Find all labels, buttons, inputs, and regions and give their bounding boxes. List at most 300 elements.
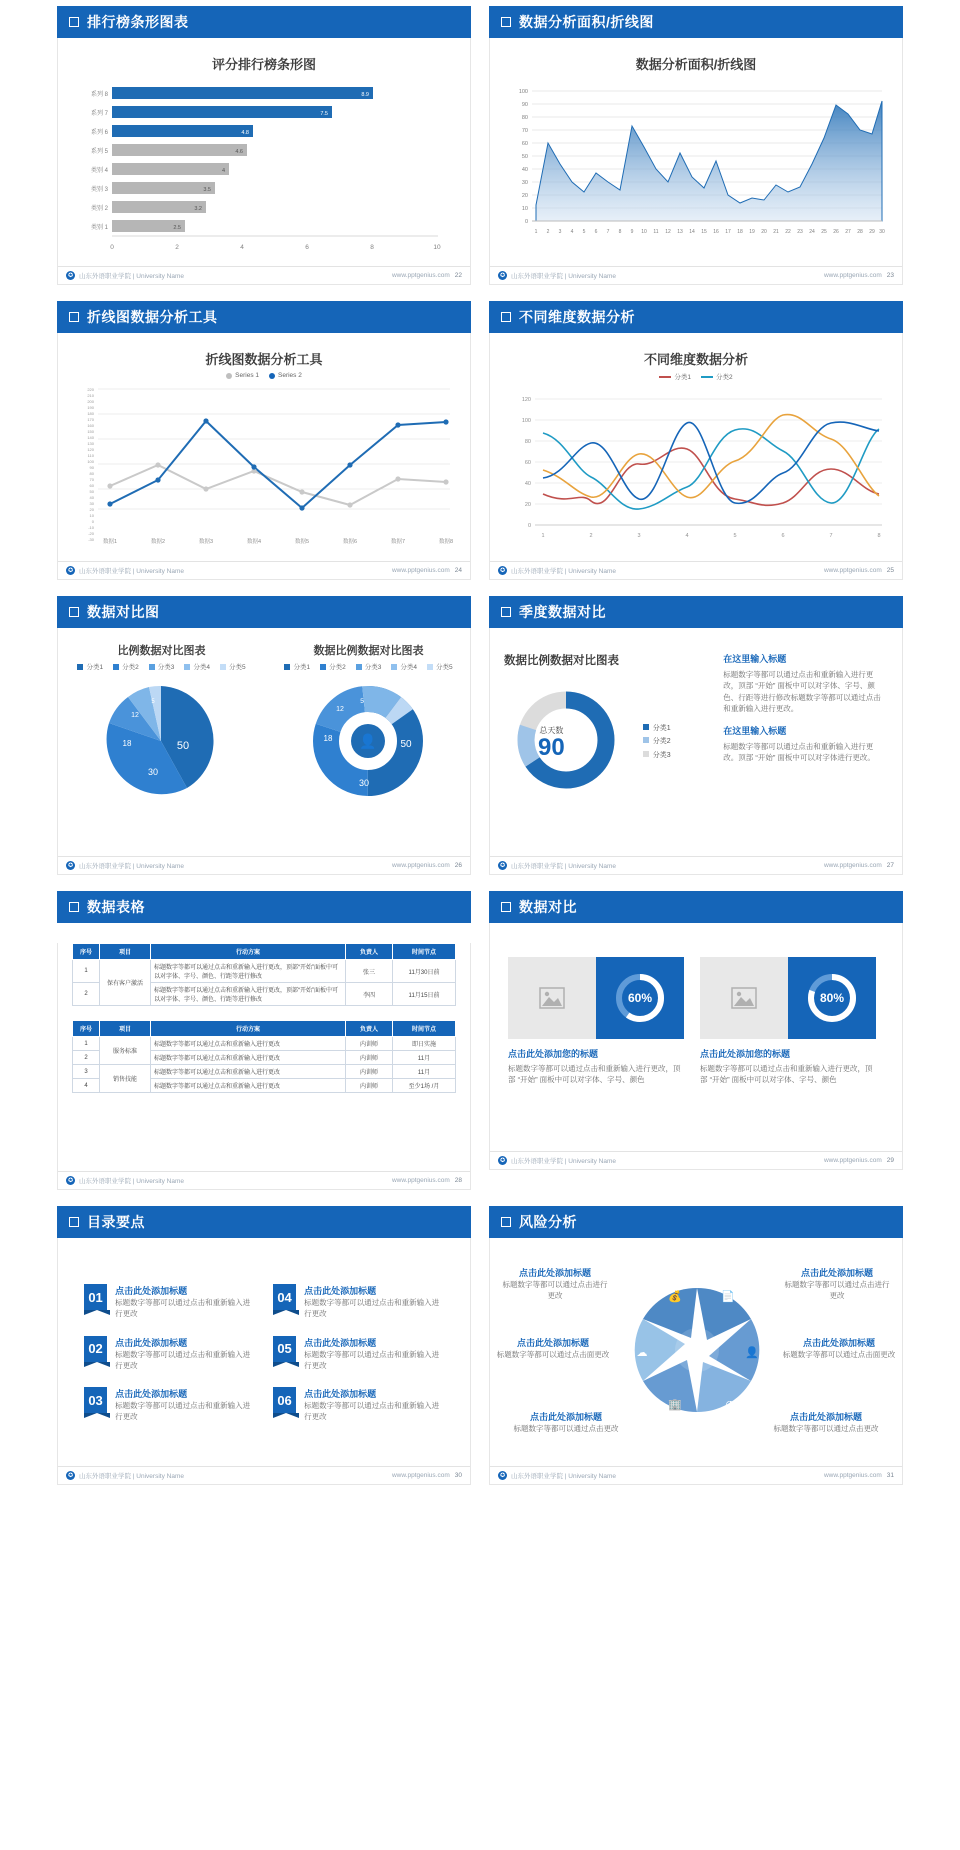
svg-text:9: 9 <box>630 229 634 235</box>
table-header-row <box>73 1021 456 1037</box>
donut-center-label: 总天数 <box>539 725 564 735</box>
slide-footer <box>58 266 470 284</box>
toc-item[interactable] <box>273 1284 444 1320</box>
legend-swatch <box>643 724 649 730</box>
slide-body <box>489 923 903 1170</box>
risk-item[interactable] <box>496 1336 610 1360</box>
slide-multi-dim <box>489 301 903 580</box>
toc-item[interactable] <box>84 1284 255 1320</box>
slide-line-tool <box>57 301 471 580</box>
slide-footer <box>58 856 470 874</box>
svg-text:25: 25 <box>821 229 827 235</box>
slide-header-title: 风险分析 <box>519 1214 577 1230</box>
svg-text:6: 6 <box>305 244 309 251</box>
svg-text:7: 7 <box>606 229 610 235</box>
legend-item-5 <box>427 662 453 671</box>
square-icon <box>501 1217 511 1227</box>
toc-title: 点击此处添加标题 <box>304 1286 377 1296</box>
slide-header <box>57 301 471 333</box>
footer-left <box>66 271 184 280</box>
svg-text:200: 200 <box>87 399 94 405</box>
legend-item-2 <box>643 735 671 748</box>
compare-card <box>700 957 876 1086</box>
svg-text:4: 4 <box>570 229 574 235</box>
progress-ring <box>804 970 860 1026</box>
svg-text:40: 40 <box>89 495 94 501</box>
donut-chart <box>265 671 472 811</box>
footer-right <box>824 1472 894 1479</box>
cell: 1 <box>73 960 100 983</box>
legend-item-cat2 <box>701 372 733 381</box>
svg-text:-30: -30 <box>88 537 94 543</box>
footer-site: www.pptgenius.com <box>823 1472 882 1479</box>
legend-label: 分类2 <box>122 664 139 671</box>
svg-text:数据5: 数据5 <box>294 539 310 546</box>
slide-header <box>489 301 903 333</box>
svg-text:数据1: 数据1 <box>102 539 118 546</box>
toc-title: 点击此处添加标题 <box>115 1337 188 1348</box>
legend-label: 分类1 <box>674 374 691 381</box>
svg-text:12: 12 <box>665 229 671 235</box>
slide-header <box>57 596 471 628</box>
svg-text:17: 17 <box>725 229 731 235</box>
square-icon <box>69 607 79 617</box>
cell: 标题数字等都可以通过点击和重新输入进行更改 <box>151 1037 346 1051</box>
footer-right <box>824 1157 894 1164</box>
slide-header-title: 数据对比 <box>519 899 577 915</box>
footer-org: 山东外语职业学院 | University Name <box>511 863 616 870</box>
svg-text:180: 180 <box>87 411 94 417</box>
svg-text:70: 70 <box>521 128 528 134</box>
legend-item-3 <box>356 662 382 671</box>
slide-header <box>489 891 903 923</box>
legend-swatch <box>149 664 155 670</box>
cell: 3 <box>73 1065 100 1079</box>
page-number: 23 <box>886 272 894 279</box>
svg-text:100: 100 <box>521 418 531 424</box>
footer-site: www.pptgenius.com <box>391 862 450 869</box>
legend-item-2 <box>113 662 139 671</box>
footer-left <box>498 1471 616 1480</box>
slide-body <box>57 628 471 875</box>
compare-card <box>508 957 684 1086</box>
footer-site: www.pptgenius.com <box>823 862 882 869</box>
percent-value: 80% <box>819 991 845 1005</box>
legend-swatch <box>184 664 190 670</box>
cell: 4 <box>73 1079 100 1093</box>
chart-legend <box>490 372 902 381</box>
svg-text:220: 220 <box>87 387 94 393</box>
cell: 张三 <box>346 960 393 983</box>
svg-text:1: 1 <box>541 533 545 539</box>
slide-header <box>489 596 903 628</box>
svg-text:80: 80 <box>524 439 531 445</box>
square-icon <box>501 607 511 617</box>
slide-table <box>57 891 471 1190</box>
svg-text:13: 13 <box>677 229 683 235</box>
slide-quarter <box>489 596 903 875</box>
page-number: 24 <box>454 567 462 574</box>
svg-text:60: 60 <box>521 141 528 147</box>
risk-body: 标题数字等都可以通过点击进行更改 <box>784 1280 890 1301</box>
risk-item[interactable] <box>506 1410 626 1434</box>
donut-chart <box>504 682 634 802</box>
cell: 保有客户激活 <box>100 960 151 1006</box>
svg-text:20: 20 <box>521 193 528 199</box>
card-title: 点击此处添加您的标题 <box>508 1049 599 1059</box>
svg-text:5: 5 <box>360 698 364 705</box>
svg-text:70: 70 <box>89 477 94 483</box>
toc-item[interactable] <box>273 1336 444 1372</box>
slide-data-compare <box>489 891 903 1190</box>
legend-item-1 <box>77 662 103 671</box>
svg-text:18: 18 <box>122 739 132 748</box>
svg-text:10: 10 <box>641 229 647 235</box>
slide-body <box>489 628 903 875</box>
svg-text:120: 120 <box>87 447 94 453</box>
table-header-row <box>73 944 456 960</box>
legend-label: 分类3 <box>652 751 671 759</box>
toc-title: 点击此处添加标题 <box>304 1389 377 1399</box>
risk-body: 标题数字等都可以通过点击进行更改 <box>502 1280 608 1301</box>
legend-item-3 <box>643 749 671 762</box>
slide-area-line <box>489 6 903 285</box>
svg-text:6: 6 <box>781 533 785 539</box>
svg-text:40: 40 <box>521 167 528 173</box>
cell: 11月 <box>393 1051 456 1065</box>
svg-text:100: 100 <box>87 459 94 465</box>
logo-icon: ✪ <box>499 1158 506 1164</box>
svg-text:3: 3 <box>558 229 562 235</box>
toc-item[interactable] <box>273 1387 444 1423</box>
svg-text:160: 160 <box>87 423 94 429</box>
risk-item[interactable] <box>766 1410 886 1434</box>
svg-text:3.2: 3.2 <box>194 206 202 212</box>
slide-header-title: 排行榜条形图表 <box>87 14 189 30</box>
legend-label: 分类3 <box>157 664 175 671</box>
legend-swatch <box>113 664 119 670</box>
svg-text:5: 5 <box>151 699 155 705</box>
legend-label: 分类4 <box>400 664 417 671</box>
toc-title: 点击此处添加标题 <box>115 1389 188 1399</box>
risk-title: 点击此处添加标题 <box>789 1412 862 1422</box>
card-body: 标题数字等都可以通过点击和重新输入进行更改，顶部 “开始” 面板中可以对字体、字号、颜色 <box>508 1064 681 1085</box>
donut-panel <box>504 652 717 802</box>
table-row <box>73 1037 456 1051</box>
legend-label: 分类1 <box>293 664 311 671</box>
legend-swatch <box>226 373 232 379</box>
card-body: 标题数字等都可以通过点击和重新输入进行更改，顶部 “开始” 面板中可以对字体、字号、颜色 <box>700 1064 873 1085</box>
toc-number: 05 <box>273 1336 296 1362</box>
risk-title: 点击此处添加标题 <box>529 1412 602 1422</box>
svg-text:0: 0 <box>91 519 94 525</box>
block-body: 标题数字等都可以通过点击和重新输入进行更改。顶部 “开始” 面板中可以对字体进行更改。 <box>723 742 875 763</box>
logo-icon: ✪ <box>499 1473 506 1479</box>
legend-swatch <box>391 664 397 670</box>
footer-org: 山东外语职业学院 | University Name <box>511 1473 616 1480</box>
legend-swatch <box>220 664 226 670</box>
toc-body: 标题数字等都可以通过点击和重新输入进行更改 <box>115 1349 251 1370</box>
logo-icon: ✪ <box>67 1178 74 1184</box>
toc-title: 点击此处添加标题 <box>304 1337 377 1348</box>
logo-icon: ✪ <box>67 273 74 279</box>
chart-legend <box>58 372 470 379</box>
document-icon: 📄 <box>721 1290 735 1303</box>
svg-text:5: 5 <box>733 533 737 539</box>
cell: 2 <box>73 1051 100 1065</box>
svg-text:3.5: 3.5 <box>203 187 211 193</box>
cell: 11月 <box>393 1065 456 1079</box>
slide-body <box>57 38 471 285</box>
svg-text:数据7: 数据7 <box>390 539 406 546</box>
legend-item-4 <box>391 662 417 671</box>
slide-risk <box>489 1206 903 1485</box>
svg-text:7.5: 7.5 <box>320 111 328 117</box>
toc-item[interactable] <box>84 1387 255 1423</box>
slide-toc <box>57 1206 471 1485</box>
footer-org: 山东外语职业学院 | University Name <box>79 1473 184 1480</box>
svg-text:10: 10 <box>521 206 528 212</box>
legend-label: Series 1 <box>235 372 259 379</box>
footer-right <box>824 567 894 574</box>
slide-footer <box>58 1171 470 1189</box>
cell: 李四 <box>346 983 393 1006</box>
svg-text:50: 50 <box>521 154 528 160</box>
footer-site: www.pptgenius.com <box>823 272 882 279</box>
cell: 内训师 <box>346 1065 393 1079</box>
svg-text:类别 3: 类别 3 <box>90 187 108 193</box>
footer-org: 山东外语职业学院 | University Name <box>511 273 616 280</box>
svg-text:110: 110 <box>87 453 94 459</box>
logo-icon: ✪ <box>67 568 74 574</box>
slide-header-title: 数据对比图 <box>87 604 160 620</box>
svg-text:90: 90 <box>89 465 94 471</box>
page-number: 31 <box>886 1472 894 1479</box>
slide-body <box>489 38 903 285</box>
page-number: 25 <box>886 567 894 574</box>
svg-text:190: 190 <box>87 405 94 411</box>
svg-text:类别 1: 类别 1 <box>90 225 108 231</box>
chart-title: 折线图数据分析工具 <box>205 352 323 367</box>
cell: 服务标准 <box>100 1037 151 1065</box>
percent-ring <box>788 957 876 1039</box>
footer-org: 山东外语职业学院 | University Name <box>79 273 184 280</box>
legend-swatch <box>284 664 290 670</box>
footer-right <box>392 1177 462 1184</box>
svg-text:50: 50 <box>400 739 412 750</box>
col-header: 序号 <box>73 944 100 960</box>
footer-right <box>392 1472 462 1479</box>
risk-body: 标题数字等都可以通过点击更改 <box>773 1424 879 1433</box>
legend-item-series2 <box>269 372 302 379</box>
col-header: 项目 <box>100 944 151 960</box>
square-icon <box>501 17 511 27</box>
footer-site: www.pptgenius.com <box>391 567 450 574</box>
legend-item-2 <box>320 662 346 671</box>
svg-text:140: 140 <box>87 435 94 441</box>
svg-text:0: 0 <box>110 244 114 251</box>
svg-text:7: 7 <box>829 533 833 539</box>
svg-text:29: 29 <box>869 229 875 235</box>
cell: 11月15日前 <box>393 983 456 1006</box>
toc-item[interactable] <box>84 1336 255 1372</box>
svg-text:系列 8: 系列 8 <box>90 92 108 98</box>
svg-text:11: 11 <box>653 229 659 235</box>
svg-text:4: 4 <box>221 168 225 174</box>
footer-right <box>824 862 894 869</box>
svg-text:👤: 👤 <box>359 733 377 749</box>
legend-item-1 <box>643 722 671 735</box>
legend-swatch <box>427 664 433 670</box>
legend-label: 分类1 <box>652 725 671 733</box>
cell: 内训师 <box>346 1051 393 1065</box>
risk-body: 标题数字等都可以通过点击面更改 <box>496 1350 610 1359</box>
toc-body: 标题数字等都可以通过点击和重新输入进行更改 <box>115 1401 251 1422</box>
data-table-2 <box>72 1020 456 1093</box>
risk-title: 点击此处添加标题 <box>802 1338 875 1348</box>
svg-text:120: 120 <box>521 397 531 403</box>
svg-text:80: 80 <box>521 115 528 121</box>
footer-site: www.pptgenius.com <box>391 1472 450 1479</box>
svg-text:30: 30 <box>89 501 94 507</box>
footer-left <box>498 566 616 575</box>
svg-text:系列 5: 系列 5 <box>90 149 108 155</box>
risk-title: 点击此处添加标题 <box>516 1338 589 1348</box>
footer-site: www.pptgenius.com <box>391 1177 450 1184</box>
legend-label: 分类2 <box>716 374 733 381</box>
legend-swatch <box>320 664 326 670</box>
svg-text:20: 20 <box>524 502 531 508</box>
slide-footer <box>58 1466 470 1484</box>
svg-text:4: 4 <box>685 533 689 539</box>
footer-left <box>66 861 184 870</box>
slide-header-title: 季度数据对比 <box>519 604 606 620</box>
table-row <box>73 960 456 983</box>
cell: 即日实施 <box>393 1037 456 1051</box>
slide-footer <box>490 1151 902 1169</box>
pie-icon: ◔ <box>725 1398 735 1411</box>
col-header: 行动方案 <box>151 1021 346 1037</box>
svg-text:50: 50 <box>176 740 190 752</box>
svg-text:8: 8 <box>618 229 622 235</box>
col-header: 时间节点 <box>393 1021 456 1037</box>
donut-center-value: 90 <box>538 733 565 761</box>
slide-header <box>489 6 903 38</box>
toc-body: 标题数字等都可以通过点击和重新输入进行更改 <box>304 1298 440 1319</box>
legend-swatch <box>659 376 671 378</box>
slide-header-title: 折线图数据分析工具 <box>87 309 218 325</box>
svg-text:15: 15 <box>701 229 707 235</box>
footer-site: www.pptgenius.com <box>823 567 882 574</box>
cell: 至少1场 /月 <box>393 1079 456 1093</box>
footer-left <box>66 566 184 575</box>
legend-swatch <box>269 373 275 379</box>
footer-org: 山东外语职业学院 | University Name <box>79 568 184 575</box>
legend-swatch <box>77 664 83 670</box>
legend-label: 分类2 <box>329 664 346 671</box>
svg-text:20: 20 <box>89 507 94 513</box>
svg-text:0: 0 <box>527 523 531 529</box>
legend-item-4 <box>184 662 210 671</box>
col-header: 负责人 <box>346 944 393 960</box>
svg-text:130: 130 <box>87 441 94 447</box>
chart-legend <box>58 662 265 671</box>
cell: 销售技能 <box>100 1065 151 1093</box>
slide-footer <box>490 561 902 579</box>
svg-text:8: 8 <box>370 244 374 251</box>
cell: 11月30日前 <box>393 960 456 983</box>
slide-header-title: 目录要点 <box>87 1214 145 1230</box>
footer-right <box>392 862 462 869</box>
svg-text:22: 22 <box>785 229 791 235</box>
slide-header <box>57 891 471 923</box>
svg-text:4.8: 4.8 <box>241 130 249 136</box>
square-icon <box>501 312 511 322</box>
svg-text:150: 150 <box>87 429 94 435</box>
building-icon: 🏢 <box>668 1398 682 1411</box>
cell: 1 <box>73 1037 100 1051</box>
legend-swatch <box>356 664 362 670</box>
svg-text:数据2: 数据2 <box>150 539 166 546</box>
footer-site: www.pptgenius.com <box>823 1157 882 1164</box>
svg-text:类别 4: 类别 4 <box>90 168 108 174</box>
image-icon <box>539 987 565 1009</box>
slide-header-title: 不同维度数据分析 <box>519 309 635 325</box>
svg-text:6: 6 <box>594 229 598 235</box>
text-panel <box>717 652 888 802</box>
slide-body <box>489 1238 903 1485</box>
chart-title: 数据分析面积/折线图 <box>635 57 757 72</box>
block-heading: 在这里输入标题 <box>723 726 787 736</box>
cell: 标题数字等都可以通过点击和重新输入进行更改 <box>151 1065 346 1079</box>
svg-text:24: 24 <box>809 229 815 235</box>
svg-text:2: 2 <box>546 229 550 235</box>
col-header: 行动方案 <box>151 944 346 960</box>
percent-ring <box>596 957 684 1039</box>
footer-left <box>498 861 616 870</box>
slide-body <box>57 1238 471 1485</box>
svg-text:50: 50 <box>89 489 94 495</box>
svg-text:16: 16 <box>713 229 719 235</box>
svg-text:0: 0 <box>524 219 528 225</box>
risk-item[interactable] <box>782 1266 892 1302</box>
svg-text:170: 170 <box>87 417 94 423</box>
svg-text:90: 90 <box>521 102 528 108</box>
risk-title: 点击此处添加标题 <box>800 1268 873 1278</box>
footer-org: 山东外语职业学院 | University Name <box>79 863 184 870</box>
svg-text:数据6: 数据6 <box>342 539 358 546</box>
slide-header-title: 数据分析面积/折线图 <box>519 14 654 30</box>
svg-text:4: 4 <box>240 244 244 251</box>
cell: 标题数字等都可以通过点击和重新输入进行更改，顶部“开始”面板中可以对字体、字号、颜色、行距等进行修改 <box>151 983 346 1006</box>
risk-item[interactable] <box>782 1336 896 1360</box>
col-header: 序号 <box>73 1021 100 1037</box>
cell: 内训师 <box>346 1079 393 1093</box>
svg-text:60: 60 <box>524 460 531 466</box>
block-body: 标题数字等都可以通过点击和重新输入进行更改，顶部 “开始” 面板中可以对字体、字号、颜色、行距等进行修改标题数字等都可以通过点击和重新输入进行更改。 <box>723 670 881 713</box>
slide-footer <box>490 266 902 284</box>
page-number: 28 <box>454 1177 462 1184</box>
money-bag-icon: 💰 <box>668 1290 682 1303</box>
footer-org: 山东外语职业学院 | University Name <box>79 1178 184 1185</box>
risk-item[interactable] <box>500 1266 610 1302</box>
toc-body: 标题数字等都可以通过点击和重新输入进行更改 <box>304 1349 440 1370</box>
square-icon <box>69 902 79 912</box>
chart-title: 不同维度数据分析 <box>643 352 748 367</box>
svg-text:21: 21 <box>773 229 779 235</box>
svg-text:数据3: 数据3 <box>198 539 214 546</box>
svg-text:2: 2 <box>589 533 593 539</box>
